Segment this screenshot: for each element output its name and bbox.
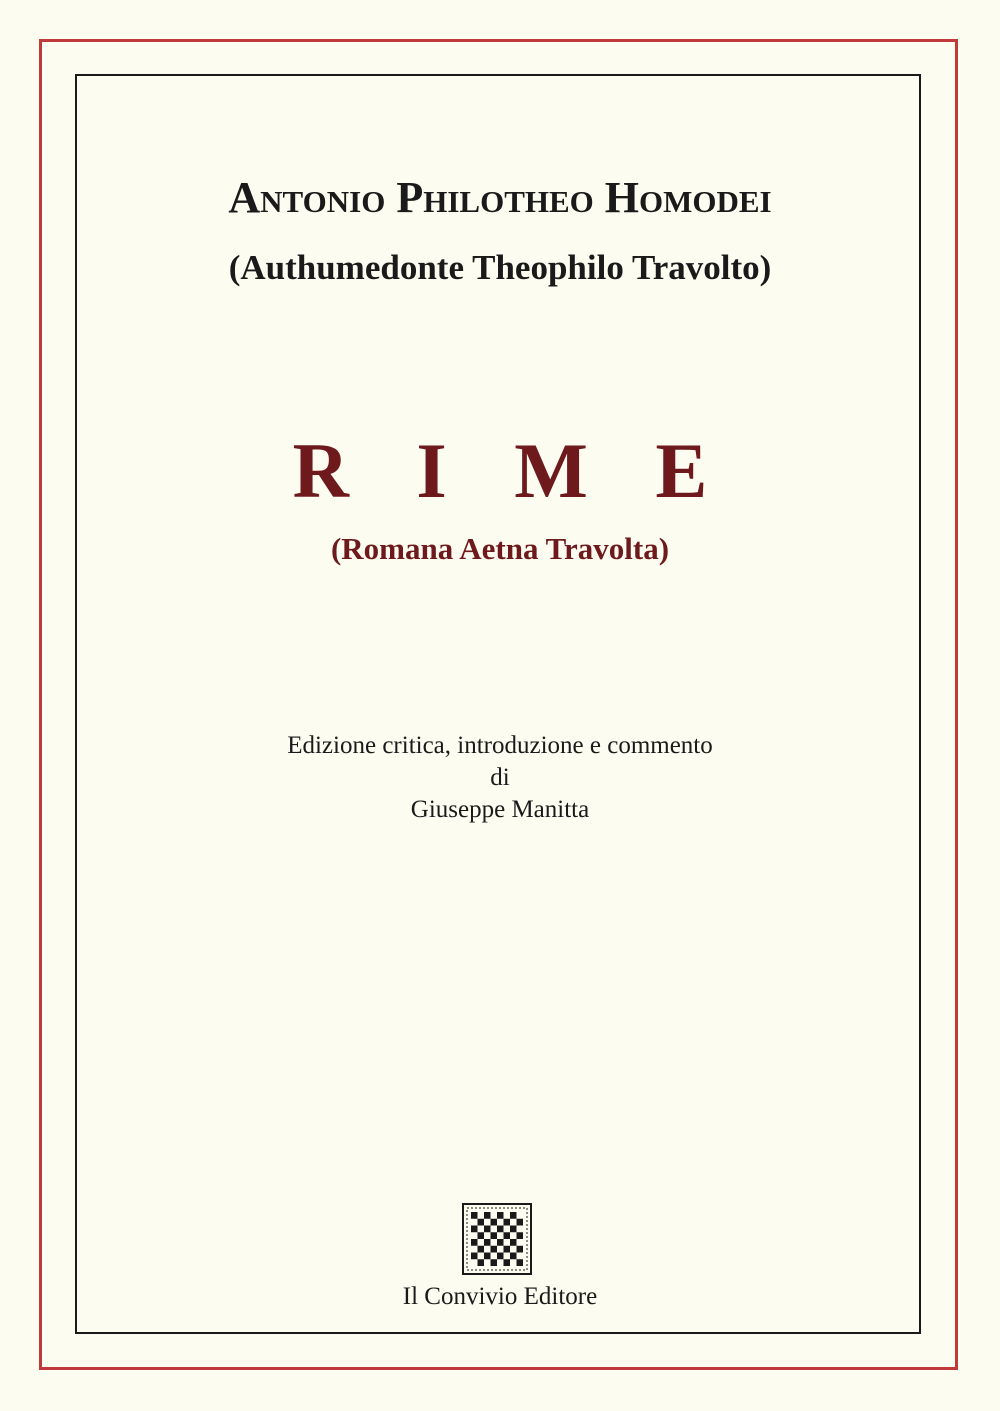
logo-check-square	[497, 1212, 504, 1219]
logo-check-square	[504, 1246, 511, 1253]
logo-check-square	[478, 1232, 485, 1239]
checkerboard-logo-icon	[462, 1203, 532, 1275]
logo-check-square	[471, 1253, 478, 1260]
logo-check-square	[510, 1226, 517, 1233]
logo-check-square	[497, 1239, 504, 1246]
logo-check-square	[517, 1246, 524, 1253]
edition-by: di	[490, 764, 510, 791]
logo-check-square	[478, 1259, 485, 1266]
logo-check-square	[471, 1239, 478, 1246]
book-title: R I M E	[292, 427, 732, 514]
logo-check-square	[517, 1259, 524, 1266]
logo-check-square	[491, 1259, 498, 1266]
author-name: Antonio Philotheo Homodei	[228, 173, 772, 222]
logo-check-square	[484, 1253, 491, 1260]
logo-check-square	[491, 1232, 498, 1239]
logo-check-square	[471, 1226, 478, 1233]
logo-check-square	[510, 1239, 517, 1246]
logo-check-square	[517, 1232, 524, 1239]
logo-check-square	[504, 1259, 511, 1266]
author-pseudonym: (Authumedonte Theophilo Travolto)	[228, 248, 772, 287]
logo-check-square	[517, 1219, 524, 1226]
editor-name: Giuseppe Manitta	[410, 796, 590, 823]
logo-check-square	[484, 1212, 491, 1219]
logo-check-square	[491, 1219, 498, 1226]
logo-check-square	[497, 1253, 504, 1260]
edition-description: Edizione critica, introduzione e commento	[287, 732, 713, 759]
logo-check-square	[510, 1253, 517, 1260]
edition-credits	[0, 730, 1000, 826]
publisher-name: Il Convivio Editore	[402, 1283, 598, 1310]
logo-check-square	[491, 1246, 498, 1253]
book-subtitle: (Romana Aetna Travolta)	[330, 531, 670, 566]
logo-check-square	[484, 1226, 491, 1233]
logo-check-square	[510, 1212, 517, 1219]
logo-check-square	[484, 1239, 491, 1246]
logo-check-square	[497, 1226, 504, 1233]
logo-check-square	[504, 1219, 511, 1226]
logo-check-square	[478, 1246, 485, 1253]
logo-check-square	[504, 1232, 511, 1239]
logo-check-square	[471, 1212, 478, 1219]
logo-check-square	[478, 1219, 485, 1226]
